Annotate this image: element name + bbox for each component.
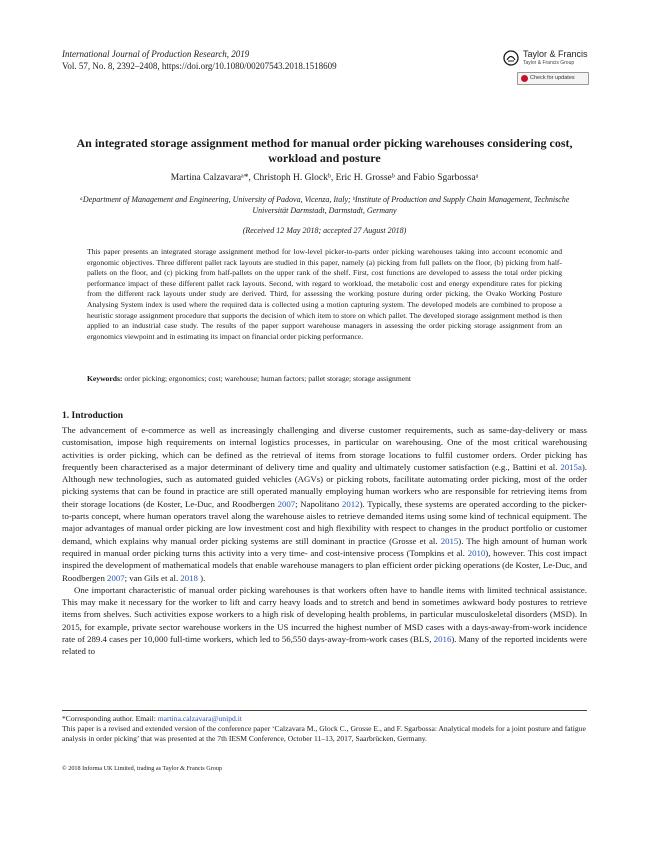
publisher-name: Taylor & Francis <box>523 49 588 59</box>
citation-link[interactable]: 2016 <box>433 634 452 645</box>
taylor-francis-logo-icon <box>503 50 519 66</box>
text-run: ). The high amount of human work required in manual order picking turns this activity into a very time- and cost-intensive process (Tompkins et al. <box>62 535 588 558</box>
check-for-updates-button[interactable] <box>517 72 589 85</box>
paper-affiliations: ᵃDepartment of Management and Engineering, University of Padova, Vicenza, Italy; ᵇInstitute of Production and Supply Chain Management, Technische Universität Darmstadt, Darmstadt, Germany <box>79 195 570 215</box>
publisher-group: Taylor & Francis Group <box>523 60 575 66</box>
paper-title: An integrated storage assignment method for manual order picking warehouses considering cost, workload and posture <box>76 136 573 165</box>
check-updates-label: Check for updates <box>530 75 575 81</box>
intro-body <box>62 424 587 658</box>
citation-link[interactable]: 2007 <box>107 572 125 583</box>
conference-note: This paper is a revised and extended version of the conference paper ‘Calzavara M., Glock C., Grosse E., and F. Sgarbossa: Analytical models for a joint posture and fatigue analysis in order picking’ that was presented at the 7th IESM Conference, October 11–13, 2017, Saarbrücken, Germany. <box>62 724 586 744</box>
footnote-divider <box>62 710 587 711</box>
keywords-list: order picking; ergonomics; cost; warehouse; human factors; pallet storage; storage assignment <box>124 374 412 383</box>
abstract: This paper presents an integrated storage assignment method for low-level picker-to-parts order picking warehouses taking into account economic and ergonomic objectives. Three different pallet rack layouts are studied in this paper, namely (a) picking from full pallets on the floor, (b) picking from half-pallets on the floor, and (c) picking from half-pallets on the upper rank of the shelf. First, cost functions are developed to assess the total order picking performance impact of these different pallet rack layouts. Second, with regard to workload, the metabolic cost and energy expenditure rates for picking from the different rack layouts under study are derived. Third, for assessing the working posture during order picking, the Ovako Working Posture Analysing System index is used where the required data is collected using a motion capturing system. The developed models are combined to propose a heuristic storage assignment procedure that supports the decision of which item to store on which pallet. The developed storage assignment method is then applied to an industrial case study. The results of the paper support warehouse managers in assessing the order picking storage assignment from an ergonomics viewpoint and in estimating its impact on financial order picking performance. <box>87 247 562 341</box>
citation-link[interactable]: 2012 <box>341 498 360 509</box>
text-run: ; Napolitano <box>295 498 342 509</box>
publisher-block <box>503 48 598 88</box>
text-run: The advancement of e-commerce as well as increasingly challenging and diverse customer requirements, such as same-day-delivery or mass customisation, impose high requirements on internal logistics processes, in particular on warehousing. One of the most critical warehousing activities is order picking, which can be defined as the retrieval of items from storage locations to fulfil customer orders. Order picking has frequently been characterised as a major determinant of delivery time and quality and ultimately customer satisfaction (e.g., Battini et al. <box>62 425 587 472</box>
text-run: ). Although new technologies, such as automated guided vehicles (AGVs) or picking robots, facilitate automating order picking, most of the order picking systems that can be found in practice are still operated manually employing human workers who are responsible for retrieving items from their storage locations (de Koster, Le-Duc, and Roodbergen <box>62 461 587 509</box>
citation-link[interactable]: 2015a <box>560 461 582 472</box>
section-heading: 1. Introduction <box>62 411 124 421</box>
citation-link[interactable]: 2015 <box>440 535 459 546</box>
intro-paragraph-1 <box>62 424 587 584</box>
email-link[interactable]: martina.calzavara@unipd.it <box>157 714 242 723</box>
text-run: One important characteristic of manual order picking warehouses is that workers often have to handle items with limited technical assistance. This may make it necessary for the worker to lift and carry heavy loads and to stretch and bend in sometimes awkward body postures to retrieve items from shelves. Such activities expose workers to a high risk of developing health problems, in particular musculoskeletal disorders (MSD). In 2015, for example, private sector warehouse workers in the US incurred the highest number of MSD cases with a days-away-from-work incidence rate of 289.4 cases per 10,000 full-time workers, which led to 56,550 days-away-from-work cases (BLS, <box>62 584 587 645</box>
corresponding-label: *Corresponding author. Email: <box>62 714 158 723</box>
intro-paragraph-2 <box>62 584 587 658</box>
keywords-label: Keywords: <box>87 374 123 383</box>
paper-authors: Martina Calzavaraᵃ*, Christoph H. Glockᵇ, Eric H. Grosseᵇ and Fabio Sgarbossaᵃ <box>170 173 479 183</box>
text-run: ). Many of the reported incidents were related to <box>62 634 587 657</box>
crossmark-icon <box>521 75 528 82</box>
corresponding-author <box>62 714 587 724</box>
citation-link[interactable]: 2007 <box>277 498 296 509</box>
text-run: ). <box>197 572 206 583</box>
volume-doi[interactable]: Vol. 57, No. 8, 2392–2408, https://doi.org/10.1080/00207543.2018.1518609 <box>62 61 337 71</box>
text-run: ), however. This cost impact inspired the development of mathematical models that enable warehouse managers to plan efficient order picking operations (de Koster, Le-Duc, and Roodbergen <box>62 547 587 583</box>
copyright: © 2018 Informa UK Limited, trading as Taylor & Francis Group <box>62 765 223 772</box>
journal-name: International Journal of Production Research, 2019 <box>62 49 250 59</box>
keywords <box>87 374 562 385</box>
footnotes <box>62 714 587 745</box>
text-run: ). Typically, these systems are operated according to the picker-to-parts concept, where human operators travel along the warehouse aisles to retrieve demanded items using some kind of technical equipment. The major advantages of manual order picking are low investment cost and high flexibility with respect to changes in the product portfolio or customer demand, which explains why manual order picking systems are still dominant in practice (Grosse et al. <box>62 498 588 546</box>
citation-link[interactable]: 2010 <box>467 547 486 558</box>
received-dates: (Received 12 May 2018; accepted 27 August 2018) <box>242 226 407 235</box>
citation-link[interactable]: 2018 <box>180 572 198 583</box>
text-run: ; van Gils et al. <box>124 572 181 583</box>
